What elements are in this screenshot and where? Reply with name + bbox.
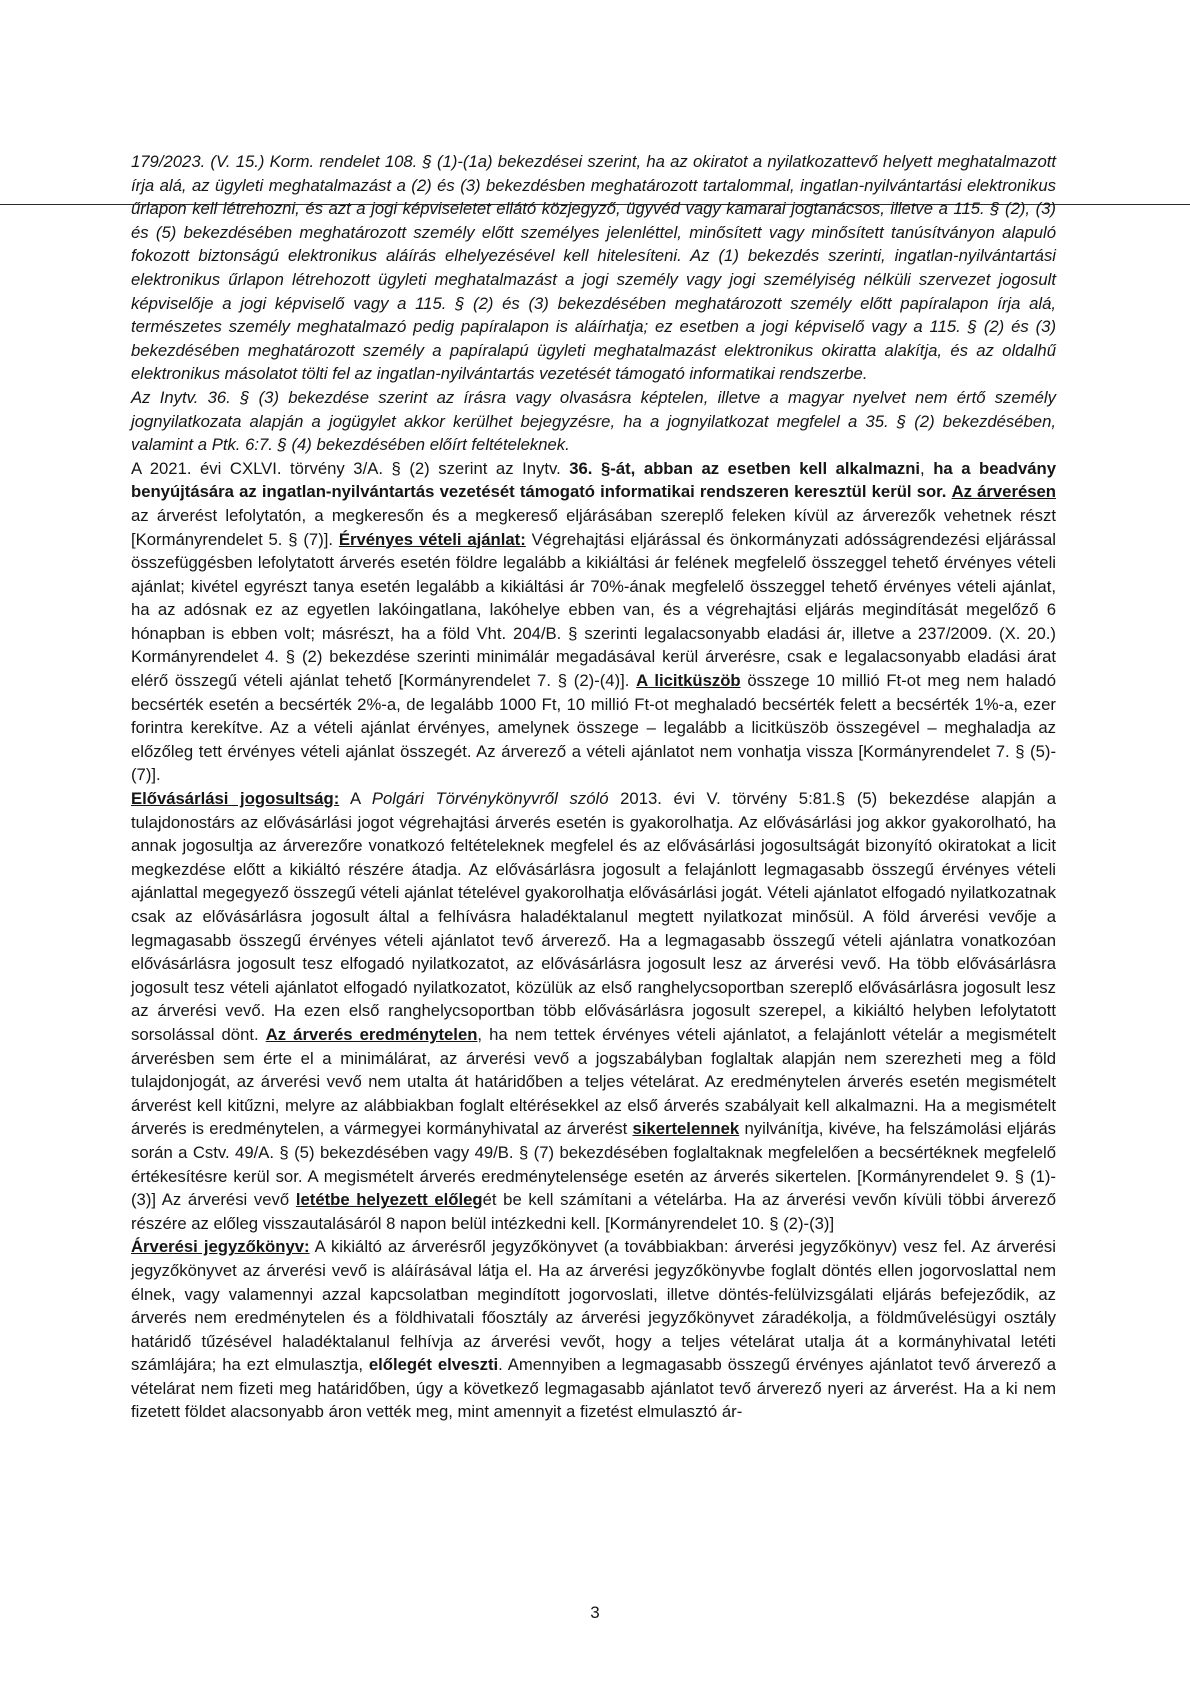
heading-valid-bid: Érvényes vételi ajánlat: bbox=[338, 529, 526, 549]
heading-unsuccessful-auction: Az árverés eredménytelen bbox=[265, 1024, 478, 1044]
heading-auction-participants: Az árverésen bbox=[951, 482, 1056, 502]
heading-auction-minutes: Árverési jegyzőkönyv: bbox=[131, 1237, 310, 1257]
page-number: 3 bbox=[590, 1603, 600, 1622]
term-failed: sikertelennek bbox=[632, 1119, 740, 1139]
regulation-paragraph: 179/2023. (V. 15.) Korm. rendelet 108. § (1)-(1a) bekezdései szerint, ha az okiratot a nyilatkozattevő helyett meghatalmazott írja alá, az ügyleti meghatalmazást a (2) és (3) bekezdésben meghatározott tartalommal, ingatlan-nyilvántartási elektronikus űrlapon kell létrehozni, és azt a jogi képviseletet ellátó közjegyző, ügyvéd vagy kamarai jogtanácsos, illetve a 115. § (2), (3) és (5) bekezdésében meghatározott személy előtt személyes jelenléttel, minősített vagy minősített tanúsítványon alapuló fokozott biztonságú elektronikus aláírás elhelyezésével kell hitelesíteni. Az (1) bekezdés szerinti, ingatlan-nyilvántartási elektronikus űrlapon létrehozott ügyleti meghatalmazást a jogi személy vagy jogi személyiség nélküli szervezet jogosult képviselője a jogi képviselő vagy a 115. § (2) és (3) bekezdésében meghatározott személy előtt papíralapon írja alá, természetes személy meghatalmazó pedig papíralapon is aláírhatja; ez esetben a jogi képviselő vagy a 115. § (2) és (3) bekezdésében meghatározott személy a papíralapú ügyleti meghatalmazást elektronikus okiratta alakítja, és az oldalhű elektronikus másolatot tölti fel az ingatlan-nyilvántartás vezetését támogató informatikai rendszerbe. bbox=[131, 152, 1056, 384]
heading-bid-increment: A licitküszöb bbox=[636, 671, 741, 691]
heading-preemption-right: Elővásárlási jogosultság: bbox=[131, 789, 340, 809]
regulation-paragraph: Az Inytv. 36. § (3) bekezdése szerint az írásra vagy olvasásra képtelen, illetve a magyar nyelvet nem értő személy jognyilatkozata alapján a jogügylet akkor kerülhet bejegyzésre, ha a jognyilatkozat megfelel a 35. § (2) bekezdésében, valamint a Ptk. 6:7. § (4) bekezdésében előírt feltételeknek. bbox=[131, 387, 1056, 455]
paragraph-preemption: Elővásárlási jogosultság: A Polgári Törvénykönyvről szóló 2013. évi V. törvény 5:81.§ (5) bekezdése alapján a tulajdonostárs az elővásárlási jogot végrehajtási árverés esetén is gyakorolhatja. Az elővásárlási jog akkor gyakorolható, ha annak jogosultja az árverezőre vonatkozó feltételeknek megfelel és az elővásárlási jogosultságát bizonyító okiratokat a licit megkezdése előtt a kikiáltó részére átadja. Az elővásárlásra jogosult a felajánlott legmagasabb összegű érvényes vételi ajánlattal megegyező összegű vételi ajánlat tételével gyakorolhatja elővásárlási jogát. Vételi ajánlatot elfogadó nyilatkozatnak csak az elővásárlásra jogosult által a felhívásra haladéktalanul megtett nyilatkozat minősül. A föld árverési vevője a legmagasabb összegű érvényes vételi ajánlatot tevő árverező. Ha a legmagasabb összegű vételi ajánlatra vonatkozóan elővásárlásra jogosult tesz elfogadó nyilatkozatot, az elővásárlásra jogosult lesz az árverési vevő. Ha több elővásárlásra jogosult tesz vételi ajánlatot elfogadó nyilatkozatot, közülük az első ranghelycsoportban szereplő elővásárlásra jogosult lesz az árverési vevő. Ha ezen első ranghelycsoportban több elővásárlásra jogosult szerepel, a kikiáltó helyben lefolytatott sorsolással dönt. Az árverés eredménytelen, ha nem tettek érvényes vételi ajánlatot, a felajánlott vételár a megismételt árverésben sem érte el a minimálárat, az árverési vevő a jogszabályban foglaltak alapján nem szerezheti meg a föld tulajdonjogát, az árverési vevő nem utalta át határidőben a teljes vételárat. Az eredménytelen árverés esetén megismételt árverést kell kitűzni, melyre az alábbiakban foglalt eltérésekkel az első árverés szabályait kell alkalmazni. Ha a megismételt árverés is eredménytelen, a vármegyei kormányhivatal az árverést sikertelennek nyilvánítja, kivéve, ha felszámolási eljárás során a Cstv. 49/A. § (5) bekezdésében vagy 49/B. § (7) bekezdésében foglaltaknak megfelelően a becsértéknek megfelelő értékesítésre kerül sor. A megismételt árverés eredménytelensége esetén az árverés sikertelen. [Kormányrendelet 9. § (1)-(3)] Az árverési vevő letétbe helyezett előlegét be kell számítani a vételárba. Ha az árverési vevőn kívüli többi árverező részére az előleg visszautalásáról 8 napon belül intézkedni kell. [Kormányrendelet 10. § (2)-(3)] bbox=[131, 789, 1056, 1233]
paragraph-auction-minutes: Árverési jegyzőkönyv: A kikiáltó az árverésről jegyzőkönyvet (a továbbiakban: árverési jegyzőkönyv) vesz fel. Az árverési jegyzőkönyvet az árverési vevő is aláírásával látja el. Ha az árverési jegyzőkönyvbe foglalt döntés ellen jogorvoslattal nem élnek, vagy valamennyi azzal kapcsolatban megindított jogorvoslati, illetve döntés-felülvizsgálati eljárás befejeződik, az árverés nem eredménytelen és a földhivatali főosztály az árverési jegyzőkönyvet záradékolja, a földművelésügyi osztály határidő tűzésével haladéktalanul felhívja az árverési vevőt, hogy a teljes vételárat utalja át a kormányhivatal letéti számlájára; ha ezt elmulasztja, előlegét elveszti. Amennyiben a legmagasabb összegű érvényes ajánlatot tevő árverező a vételárat nem fizeti meg határidőben, úgy a következő legmagasabb ajánlatot tevő árverező nyeri az árverést. Ha a ki nem fizetett földet alacsonyabb áron vették meg, mint amennyit a fizetést elmulasztó ár- bbox=[131, 1237, 1056, 1422]
paragraph-auction-rules: A 2021. évi CXLVI. törvény 3/A. § (2) szerint az Inytv. 36. §-át, abban az esetben kell alkalmazni, ha a beadvány benyújtására az ingatlan-nyilvántartás vezetését támogató informatikai rendszeren keresztül kerül sor. Az árverésen az árverést lefolytatón, a megkeresőn és a megkereső eljárásában szereplő feleken kívül az árverezők vehetnek részt [Kormányrendelet 5. § (7)]. Érvényes vételi ajánlat: Végrehajtási eljárással és önkormányzati adósságrendezési eljárással összefüggésben lefolytatott árverés esetén földre legalább a kikiáltási ár felének megfelelő összeggel tehető érvényes vételi ajánlat; kivétel egyrészt tanya esetén legalább a kikiáltási ár 70%-ának megfelelő összeggel tehető érvényes vételi ajánlat, ha az adósnak ez az egyetlen lakóingatlana, lakóhelye ebben van, és a végrehajtási eljárás megindítását megelőző 6 hónapban is ebben volt; másrészt, ha a föld Vht. 204/B. § szerinti legalacsonyabb eladási ár, illetve a 237/2009. (X. 20.) Kormányrendelet 4. § (2) bekezdése szerinti minimálár megadásával kerül árverésre, csak e legalacsonyabb eladási árat elérő összegű vételi ajánlat tehető [Kormányrendelet 7. § (2)-(4)]. A licitküszöb összege 10 millió Ft-ot meg nem haladó becsérték esetén a becsérték 2%-a, de legalább 1000 Ft, 10 millió Ft-ot meghaladó becsérték felett a becsérték 1%-a, ezer forintra kerekítve. Az a vételi ajánlat érvényes, amelynek összege – legalább a licitküszöb összegével – meghaladja az előzőleg tett érvényes vételi ajánlat összegét. Az árverező a vételi ajánlatot nem vonhatja vissza [Kormányrendelet 7. § (5)-(7)]. bbox=[131, 458, 1057, 785]
term-deposit: letétbe helyezett előleg bbox=[295, 1190, 483, 1210]
document-body bbox=[131, 150, 1056, 1424]
quoted-regulation-block bbox=[131, 150, 1056, 457]
